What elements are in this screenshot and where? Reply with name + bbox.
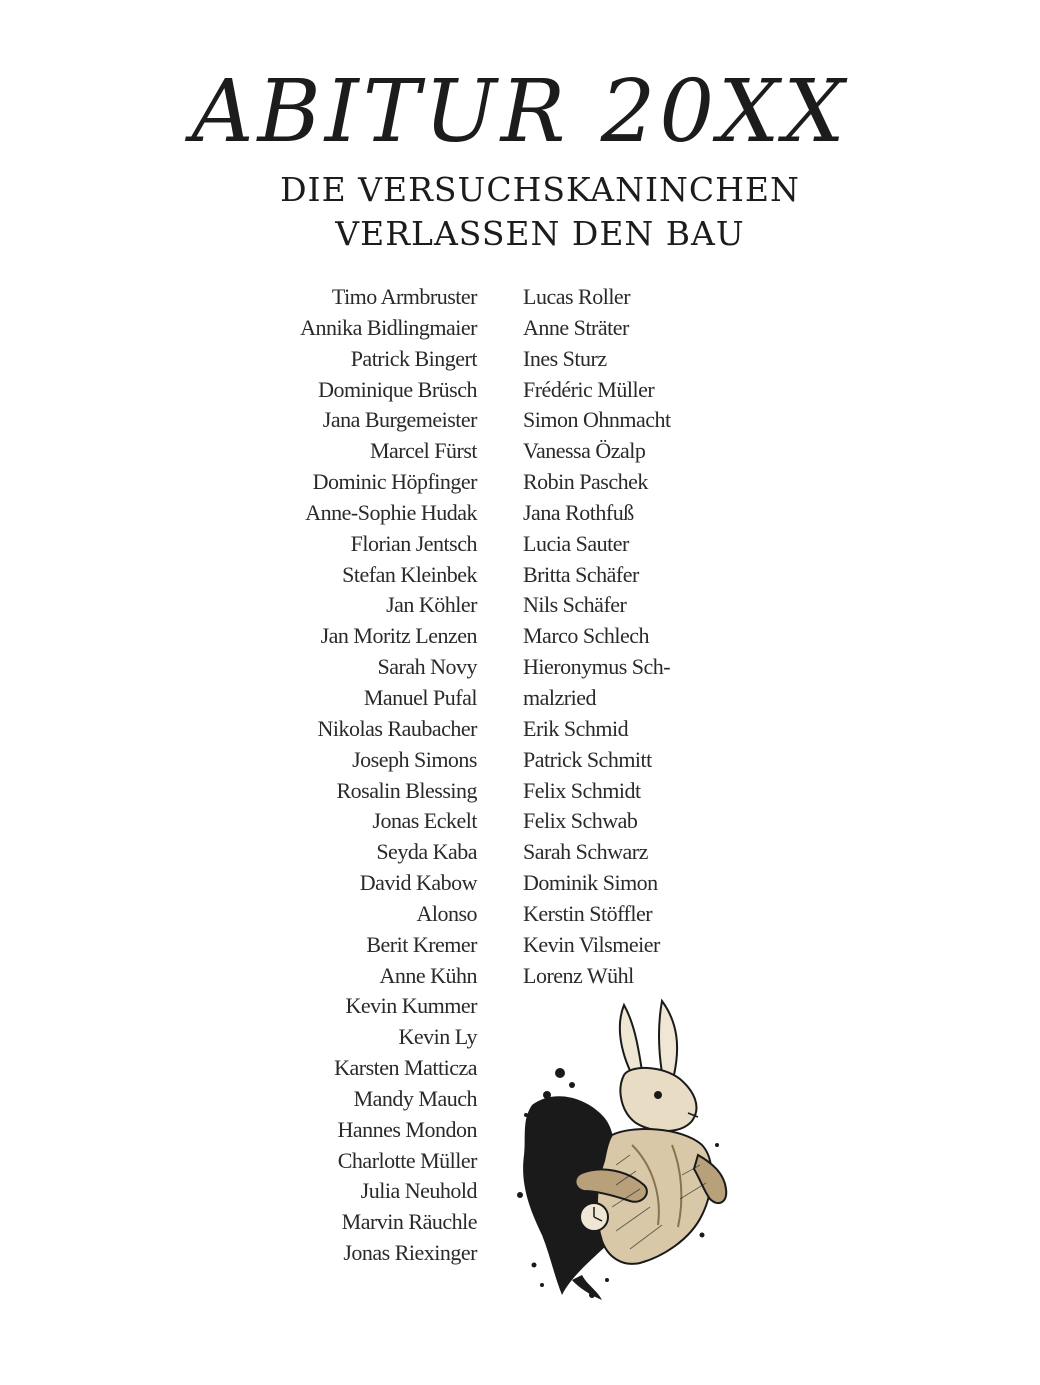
right-column-name: Ines Sturz	[523, 345, 607, 371]
right-column-name: Anne Sträter	[523, 314, 629, 340]
left-column-name: Joseph Simons	[352, 746, 477, 772]
subtitle-line-1: DIE VERSUCHSKANINCHEN	[280, 170, 800, 209]
left-column-name: Jonas Riexinger	[343, 1240, 477, 1266]
left-column-name: Nikolas Raubacher	[317, 715, 477, 741]
right-column-name: Jana Rothfuß	[523, 499, 634, 525]
left-column-name: Timo Armbruster	[331, 284, 477, 309]
left-column-name: Charlotte Müller	[337, 1147, 477, 1173]
right-column-name: Lorenz Wühl	[523, 962, 634, 988]
left-column-name: Dominic Höpfinger	[312, 469, 477, 495]
right-column-name: Vanessa Özalp	[523, 438, 646, 464]
right-column-name: Simon Ohnmacht	[523, 407, 671, 433]
right-column-name: Felix Schwab	[523, 808, 638, 834]
right-column-name: Nils Schäfer	[523, 592, 627, 618]
right-column-name: Sarah Schwarz	[523, 839, 648, 865]
rabbit-icon	[512, 995, 744, 1305]
left-column-name: Marvin Räuchle	[341, 1209, 477, 1235]
left-column-name: Karsten Matticza	[334, 1055, 477, 1081]
left-column-name: Manuel Pufal	[363, 684, 477, 710]
right-column-name: Hieronymus Sch-	[523, 654, 671, 680]
left-column-name: Rosalin Blessing	[336, 777, 477, 803]
left-column-name: Marcel Fürst	[369, 438, 477, 464]
left-column-name: Hannes Mondon	[337, 1116, 477, 1142]
left-column-name: Kevin Ly	[398, 1024, 477, 1050]
left-column-name: Anne-Sophie Hudak	[305, 499, 477, 525]
right-column-name: Britta Schäfer	[523, 561, 639, 587]
left-column-name: David Kabow	[359, 870, 477, 896]
names-column-right	[523, 282, 823, 991]
left-column-name: Stefan Kleinbek	[342, 561, 477, 587]
left-column-name: Alonso	[416, 900, 477, 926]
right-column-name: Lucia Sauter	[523, 530, 629, 556]
left-column-name: Annika Bidlingmaier	[300, 314, 477, 340]
right-column-name: Robin Paschek	[523, 469, 648, 495]
left-column-name: Berit Kremer	[366, 931, 477, 957]
right-column-name: Patrick Schmitt	[523, 746, 652, 772]
left-column-name: Jan Moritz Lenzen	[320, 623, 477, 649]
left-column-name: Sarah Novy	[377, 654, 477, 680]
left-column-name: Jonas Eckelt	[372, 808, 477, 834]
page-title: ABITUR 20XX	[191, 62, 849, 162]
right-column-name: Felix Schmidt	[523, 777, 641, 803]
left-column-name: Julia Neuhold	[360, 1178, 477, 1204]
right-column-name: Kerstin Stöffler	[523, 900, 653, 926]
left-column-name: Anne Kühn	[379, 962, 477, 988]
left-column-name: Patrick Bingert	[350, 345, 477, 371]
left-column-name: Jan Köhler	[386, 592, 477, 618]
right-column-name: Lucas Roller	[523, 284, 631, 309]
right-column-name: Marco Schlech	[523, 623, 650, 649]
right-column-name: malzried	[523, 684, 596, 710]
left-column-name: Seyda Kaba	[376, 839, 477, 865]
right-column-name: Dominik Simon	[523, 870, 658, 896]
names-column-left	[180, 282, 477, 1269]
left-column-name: Kevin Kummer	[345, 993, 477, 1019]
right-column-name: Frédéric Müller	[523, 376, 655, 402]
left-column-name: Jana Burgemeister	[322, 407, 477, 433]
left-column-name: Dominique Brüsch	[318, 376, 477, 402]
left-column-name: Florian Jentsch	[350, 530, 477, 556]
subtitle-line-2: VERLASSEN DEN BAU	[335, 214, 745, 253]
left-column-name: Mandy Mauch	[353, 1085, 477, 1111]
right-column-name: Erik Schmid	[523, 715, 629, 741]
right-column-name: Kevin Vilsmeier	[523, 931, 660, 957]
